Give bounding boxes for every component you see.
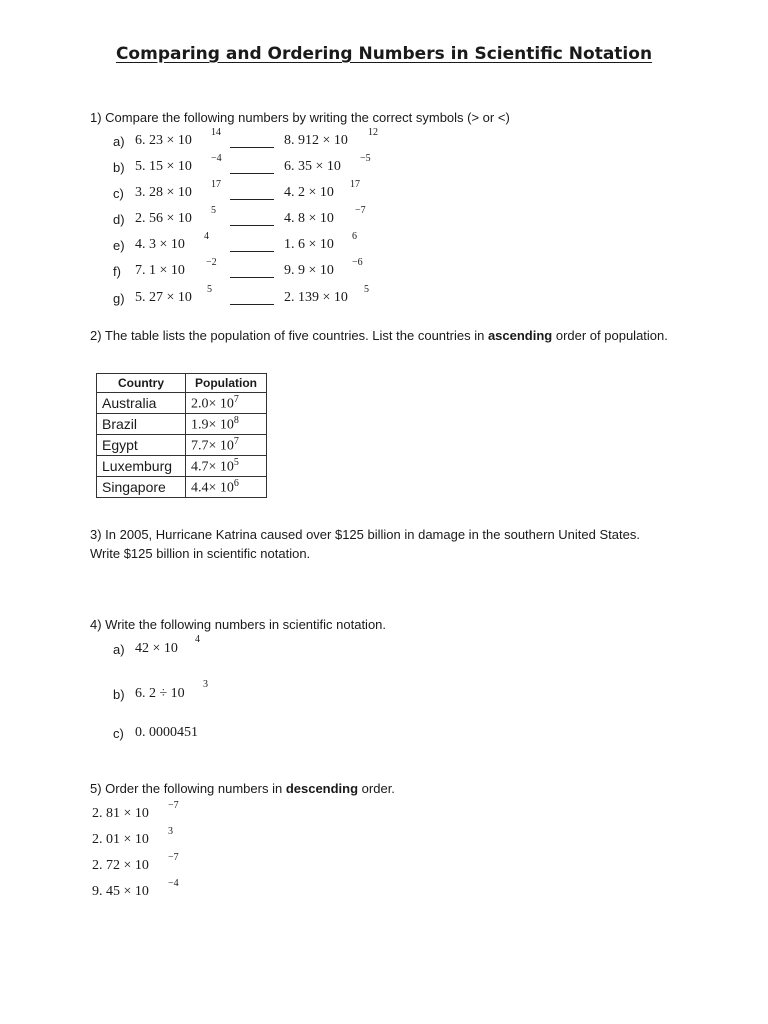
q5-exponent: −7 [168, 852, 179, 863]
population-base: 2.0× 10 [191, 396, 234, 412]
country-cell: Singapore [97, 477, 186, 498]
q3-line1: 3) In 2005, Hurricane Katrina caused over $125 billion in damage in the southern United States. [90, 527, 640, 542]
answer-blank [230, 199, 274, 200]
q2-keyword: ascending [487, 328, 553, 343]
q5-expression: 9. 45 × 10 [92, 884, 149, 899]
q1-left-exponent: 5 [211, 205, 216, 216]
population-exponent: 7 [233, 435, 239, 447]
q1-right-exponent: −6 [352, 257, 363, 268]
population-cell [186, 435, 267, 456]
q1-right-exponent: 17 [350, 179, 360, 190]
q1-left-number: 2. 56 × 10 [135, 211, 192, 226]
q1-right-number: 4. 8 × 10 [284, 211, 334, 226]
q1-left-number: 4. 3 × 10 [135, 237, 185, 252]
population-exponent: 7 [233, 393, 239, 405]
population-base: 4.7× 10 [191, 459, 234, 475]
q2-prompt: 2) The table lists the population of five countries. List the countries in ascending order of population. [90, 328, 668, 343]
table-header-population: Population [186, 374, 267, 393]
q1-right-exponent: 6 [352, 231, 357, 242]
q1-left-number: 5. 27 × 10 [135, 290, 192, 305]
population-base: 1.9× 10 [191, 417, 234, 433]
q1-item-label: e) [113, 238, 125, 253]
country-cell: Luxemburg [97, 456, 186, 477]
q3-line2: Write $125 billion in scientific notation. [90, 546, 311, 561]
q4-item-label: b) [113, 687, 125, 702]
population-exponent: 8 [233, 414, 239, 426]
q5-expression: 2. 81 × 10 [92, 806, 149, 821]
table-header-row [97, 374, 267, 393]
q1-right-exponent: −7 [355, 205, 366, 216]
q1-left-number: 5. 15 × 10 [135, 159, 192, 174]
q1-left-number: 3. 28 × 10 [135, 185, 192, 200]
population-exponent: 5 [233, 456, 239, 468]
answer-blank [230, 304, 274, 305]
q5-exponent: 3 [168, 826, 173, 837]
q1-left-number: 7. 1 × 10 [135, 263, 185, 278]
q5-keyword: descending [285, 781, 359, 796]
q1-right-number: 8. 912 × 10 [284, 133, 348, 148]
q4-expression: 6. 2 ÷ 10 [135, 686, 185, 701]
q1-right-exponent: 12 [368, 127, 378, 138]
country-cell: Brazil [97, 414, 186, 435]
table-row [97, 435, 267, 456]
population-cell [186, 477, 267, 498]
q5-expression: 2. 01 × 10 [92, 832, 149, 847]
q1-item-label: b) [113, 160, 125, 175]
q1-right-exponent: −5 [360, 153, 371, 164]
q1-right-number: 9. 9 × 10 [284, 263, 334, 278]
q1-left-exponent: −4 [211, 153, 222, 164]
population-base: 7.7× 10 [191, 438, 234, 454]
answer-blank [230, 277, 274, 278]
q1-right-number: 2. 139 × 10 [284, 290, 348, 305]
table-row [97, 477, 267, 498]
worksheet-title: Comparing and Ordering Numbers in Scientific Notation [115, 44, 653, 64]
q1-left-exponent: 17 [211, 179, 221, 190]
country-cell: Egypt [97, 435, 186, 456]
country-cell: Australia [97, 393, 186, 414]
q1-left-exponent: 14 [211, 127, 221, 138]
answer-blank [230, 251, 274, 252]
q1-prompt: 1) Compare the following numbers by writing the correct symbols (> or <) [90, 110, 510, 125]
answer-blank [230, 225, 274, 226]
q1-item-label: f) [113, 264, 121, 279]
q1-item-label: d) [113, 212, 125, 227]
population-base: 4.4× 10 [191, 480, 234, 496]
population-table [96, 373, 267, 498]
population-exponent: 6 [233, 477, 239, 489]
population-cell [186, 393, 267, 414]
q4-exponent: 3 [203, 679, 208, 690]
q1-left-exponent: 5 [207, 284, 212, 295]
answer-blank [230, 147, 274, 148]
q4-prompt: 4) Write the following numbers in scientific notation. [90, 617, 387, 632]
q5-exponent: −4 [168, 878, 179, 889]
q1-right-number: 6. 35 × 10 [284, 159, 341, 174]
q5-expression: 2. 72 × 10 [92, 858, 149, 873]
q1-left-exponent: 4 [204, 231, 209, 242]
q4-item-label: c) [113, 726, 124, 741]
table-header-country: Country [97, 374, 186, 393]
q1-item-label: c) [113, 186, 124, 201]
q1-right-exponent: 5 [364, 284, 369, 295]
population-cell [186, 414, 267, 435]
table-row [97, 414, 267, 435]
q1-right-number: 4. 2 × 10 [284, 185, 334, 200]
q1-right-number: 1. 6 × 10 [284, 237, 334, 252]
q4-item-label: a) [113, 642, 125, 657]
q1-item-label: a) [113, 134, 125, 149]
q4-expression: 0. 0000451 [135, 725, 198, 740]
table-row [97, 393, 267, 414]
q4-expression: 42 × 10 [135, 641, 178, 656]
table-row [97, 456, 267, 477]
q4-exponent: 4 [195, 634, 200, 645]
q5-exponent: −7 [168, 800, 179, 811]
q1-item-label: g) [113, 291, 125, 306]
answer-blank [230, 173, 274, 174]
q5-prompt: 5) Order the following numbers in descending order. [90, 781, 395, 796]
q3-prompt [90, 525, 690, 563]
population-cell [186, 456, 267, 477]
q1-left-exponent: −2 [206, 257, 217, 268]
q1-left-number: 6. 23 × 10 [135, 133, 192, 148]
